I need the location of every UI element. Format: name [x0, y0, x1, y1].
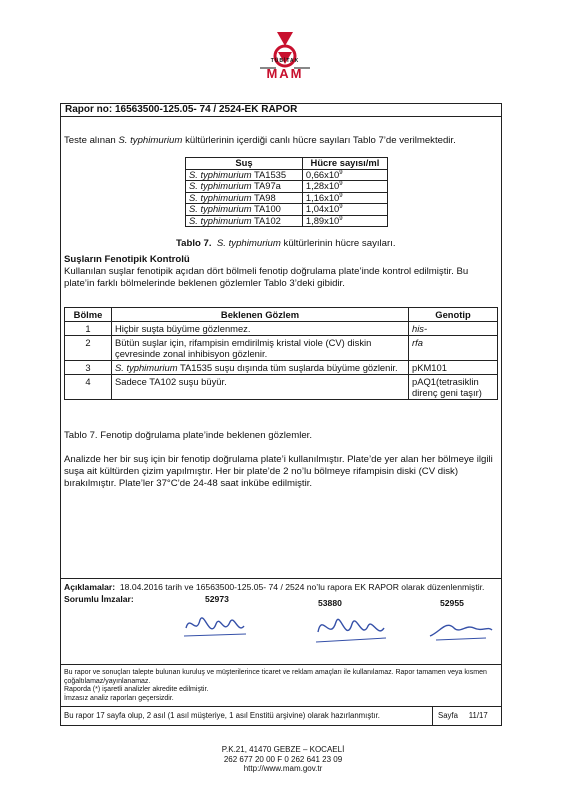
- phenotype-table: [64, 307, 498, 400]
- logo-title: MAM: [266, 66, 304, 81]
- report-number: Rapor no: 16563500-125.05- 74 / 2524-EK RAPOR: [65, 104, 298, 115]
- cell-count-table: [185, 157, 388, 227]
- table-header: Suş: [186, 158, 303, 170]
- address: P.K.21, 41470 GEBZE – KOCAELİ 262 677 20 00 F 0 262 641 23 09 http://www.mam.gov.tr: [221, 745, 345, 773]
- notes: Açıklamalar: 18.04.2016 tarih ve 16563500-125.05- 74 / 2524 no’lu rapora EK RAPOR olarak düzenlenmiştir.: [64, 582, 485, 592]
- table-row: S. typhimurium TA97a $1,28x10^9$: [186, 181, 388, 193]
- signature-id: 52955: [440, 598, 464, 608]
- notes-divider: [60, 578, 502, 579]
- page-info-divider: [60, 706, 502, 707]
- table-header: Genotip: [409, 308, 498, 322]
- signatures-label: Sorumlu İmzalar:: [64, 594, 134, 604]
- intro-text: Teste alınan S. typhimurium kültürlerinin içerdiği canlı hücre sayıları Tablo 7’de verilmektedir.: [64, 135, 456, 146]
- logo-subtitle: TÜBİTAK: [270, 58, 300, 64]
- analysis-paragraph: Analizde her bir suş için bir fenotip doğrulama plate’i kullanılmıştır. Plate’de yer alan her bölmeye ilgili suşa ait kültürden çizim yapılmıştır. Her bir plate’de 2 no’lu bölmeye rifampisin diski (CV disk) bırakılmıştır. Plate’ler 37°C’de 24-48 saat inkübe edilmiştir.: [64, 454, 493, 489]
- table-header: Hücre sayısı/ml: [302, 158, 387, 170]
- table-row: S. typhimurium TA100 $1,04x10^9$: [186, 204, 388, 216]
- signature-id: 52973: [205, 594, 229, 604]
- signature-2: [310, 606, 390, 650]
- table-row: 2 Bütün suşlar için, rifampisin emdirilmiş kristal viole (CV) diskin çevresinde zonal inhibisyon gözlenir. rfa: [65, 336, 498, 361]
- page-info-text: Bu rapor 17 sayfa olup, 2 asıl (1 asıl müşteriye, 1 asıl Enstitü arşivine) olarak hazırlanmıştır.: [64, 711, 380, 720]
- table-row: S. typhimurium TA98 $1,16x10^9$: [186, 192, 388, 204]
- table-row: S. typhimurium TA102 $1,89x10^9$: [186, 215, 388, 227]
- disclaimer-divider: [60, 664, 502, 665]
- table-row: S. typhimurium TA1535 $0,66x10^9$: [186, 169, 388, 181]
- table-header: Beklenen Gözlem: [112, 308, 409, 322]
- table-row: 3 S. typhimurium TA1535 suşu dışında tüm suşlarda büyüme gözlenir. pKM101: [65, 361, 498, 375]
- page-number: Sayfa 11/17: [438, 711, 488, 720]
- header-divider: [60, 116, 502, 117]
- disclaimer: Bu rapor ve sonuçları talepte bulunan kuruluş ve müşterilerince ticaret ve reklam amaçları ile kullanılamaz. Rapor tamamen veya kısmen çoğaltılamaz/yayınlanamaz. Raporda (*) işaretli analizler akredite edilmiştir. İmzasız analiz raporları geçersizdir.: [64, 669, 487, 702]
- page-info-separator: [432, 706, 433, 726]
- signature-1: [180, 606, 250, 646]
- table2-caption: Tablo 7. Fenotip doğrulama plate’inde beklenen gözlemler.: [64, 430, 312, 441]
- section-title: Suşların Fenotipik Kontrolü: [64, 254, 190, 265]
- table-row: 4 Sadece TA102 suşu büyür. pAQ1(tetrasiklin direnç geni taşır): [65, 375, 498, 400]
- table-row: 1 Hiçbir suşta büyüme gözlenmez. his-: [65, 322, 498, 336]
- section-paragraph: Kullanılan suşlar fenotipik açıdan dört bölmeli fenotip doğrulama plate’inde kontrol edilmiştir. Bu plate’in farklı bölmelerinde beklenen gözlemler Tablo 3’deki gibidir.: [64, 266, 469, 289]
- signature-3: [426, 614, 496, 644]
- signature-id: 53880: [318, 598, 342, 608]
- table1-caption: Tablo 7. S. typhimurium kültürlerinin hücre sayıları.: [176, 238, 396, 249]
- table-header: Bölme: [65, 308, 112, 322]
